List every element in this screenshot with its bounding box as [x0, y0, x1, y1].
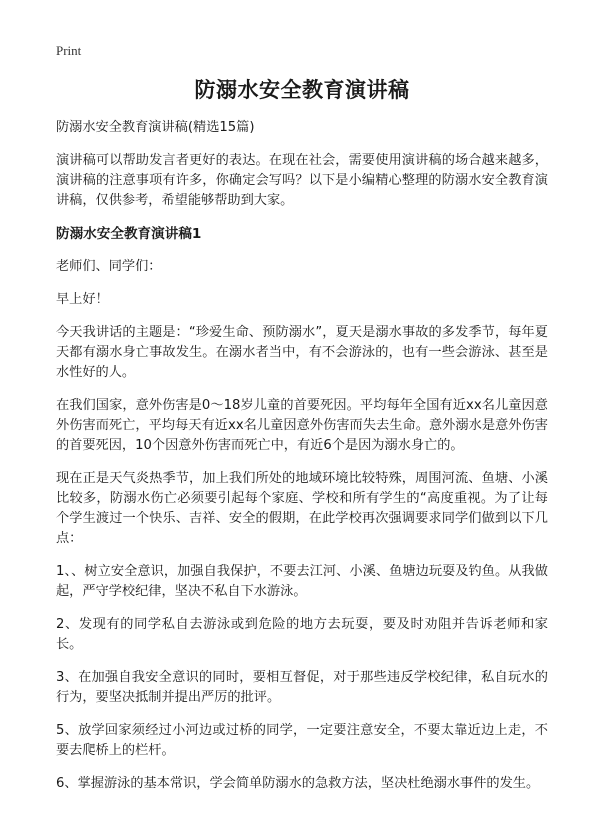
print-label: Print [56, 43, 82, 58]
list-item-commute-safety: 5、放学回家须经过小河边或过桥的同学，一定要注意安全，不要太靠近边上走，不要去爬桥上的栏杆。 [56, 723, 548, 758]
body-paragraph-requirements: 现在正是天气炎热季节，加上我们所处的地域环境比较特殊，周围河流、鱼塘、小溪比较多，防溺水伤亡必须要引起每个家庭、学校和所有学生的“高度重视。为了让每个学生渡过一个快乐、吉祥、安全的假期，在此学校再次强调要求同学们做到以下几点： [56, 471, 548, 546]
body-paragraph-theme: 今天我讲话的主题是：“珍爱生命、预防溺水”，夏天是溺水事故的多发季节，每年夏天都有溺水身亡事故发生。在溺水者当中，有不会游泳的，也有一些会游泳、甚至是水性好的人。 [56, 325, 548, 380]
list-item-safety-awareness: 1、、树立安全意识，加强自我保护，不要去江河、小溪、鱼塘边玩耍及钓鱼。从我做起，严守学校纪律，坚决不私自下水游泳。 [56, 564, 548, 599]
intro-paragraph: 演讲稿可以帮助发言者更好的表达。在现在社会，需要使用演讲稿的场合越来越多，演讲稿的注意事项有许多，你确定会写吗？以下是小编精心整理的防溺水安全教育演讲稿，仅供参考，希望能够帮助到大家。 [56, 153, 548, 208]
greeting-morning: 早上好！ [56, 292, 109, 307]
list-item-swimming-knowledge: 6、掌握游泳的基本常识，学会简单防溺水的急救方法，坚决杜绝溺水事件的发生。 [56, 776, 540, 791]
section-heading: 防溺水安全教育演讲稿1 [56, 226, 202, 242]
document-subtitle: 防溺水安全教育演讲稿(精选15篇) [56, 120, 255, 135]
greeting-audience: 老师们、同学们： [56, 259, 162, 274]
list-item-mutual-supervision: 3、在加强自我安全意识的同时，要相互督促，对于那些违反学校纪律，私自玩水的行为，要坚决抵制并提出严厉的批评。 [56, 670, 548, 705]
list-item-report-danger: 2、发现有的同学私自去游泳或到危险的地方去玩耍，要及时劝阻并告诉老师和家长。 [56, 617, 548, 652]
body-paragraph-statistics: 在我们国家，意外伤害是0～18岁儿童的首要死因。平均每年全国有近xx名儿童因意外伤害而死亡，平均每天有近xx名儿童因意外伤害而失去生命。意外溺水是意外伤害的首要死因，10个因意外伤害而死亡中，有近6个是因为溺水身亡的。 [56, 398, 548, 453]
document-title: 防溺水安全教育演讲稿 [194, 78, 410, 102]
